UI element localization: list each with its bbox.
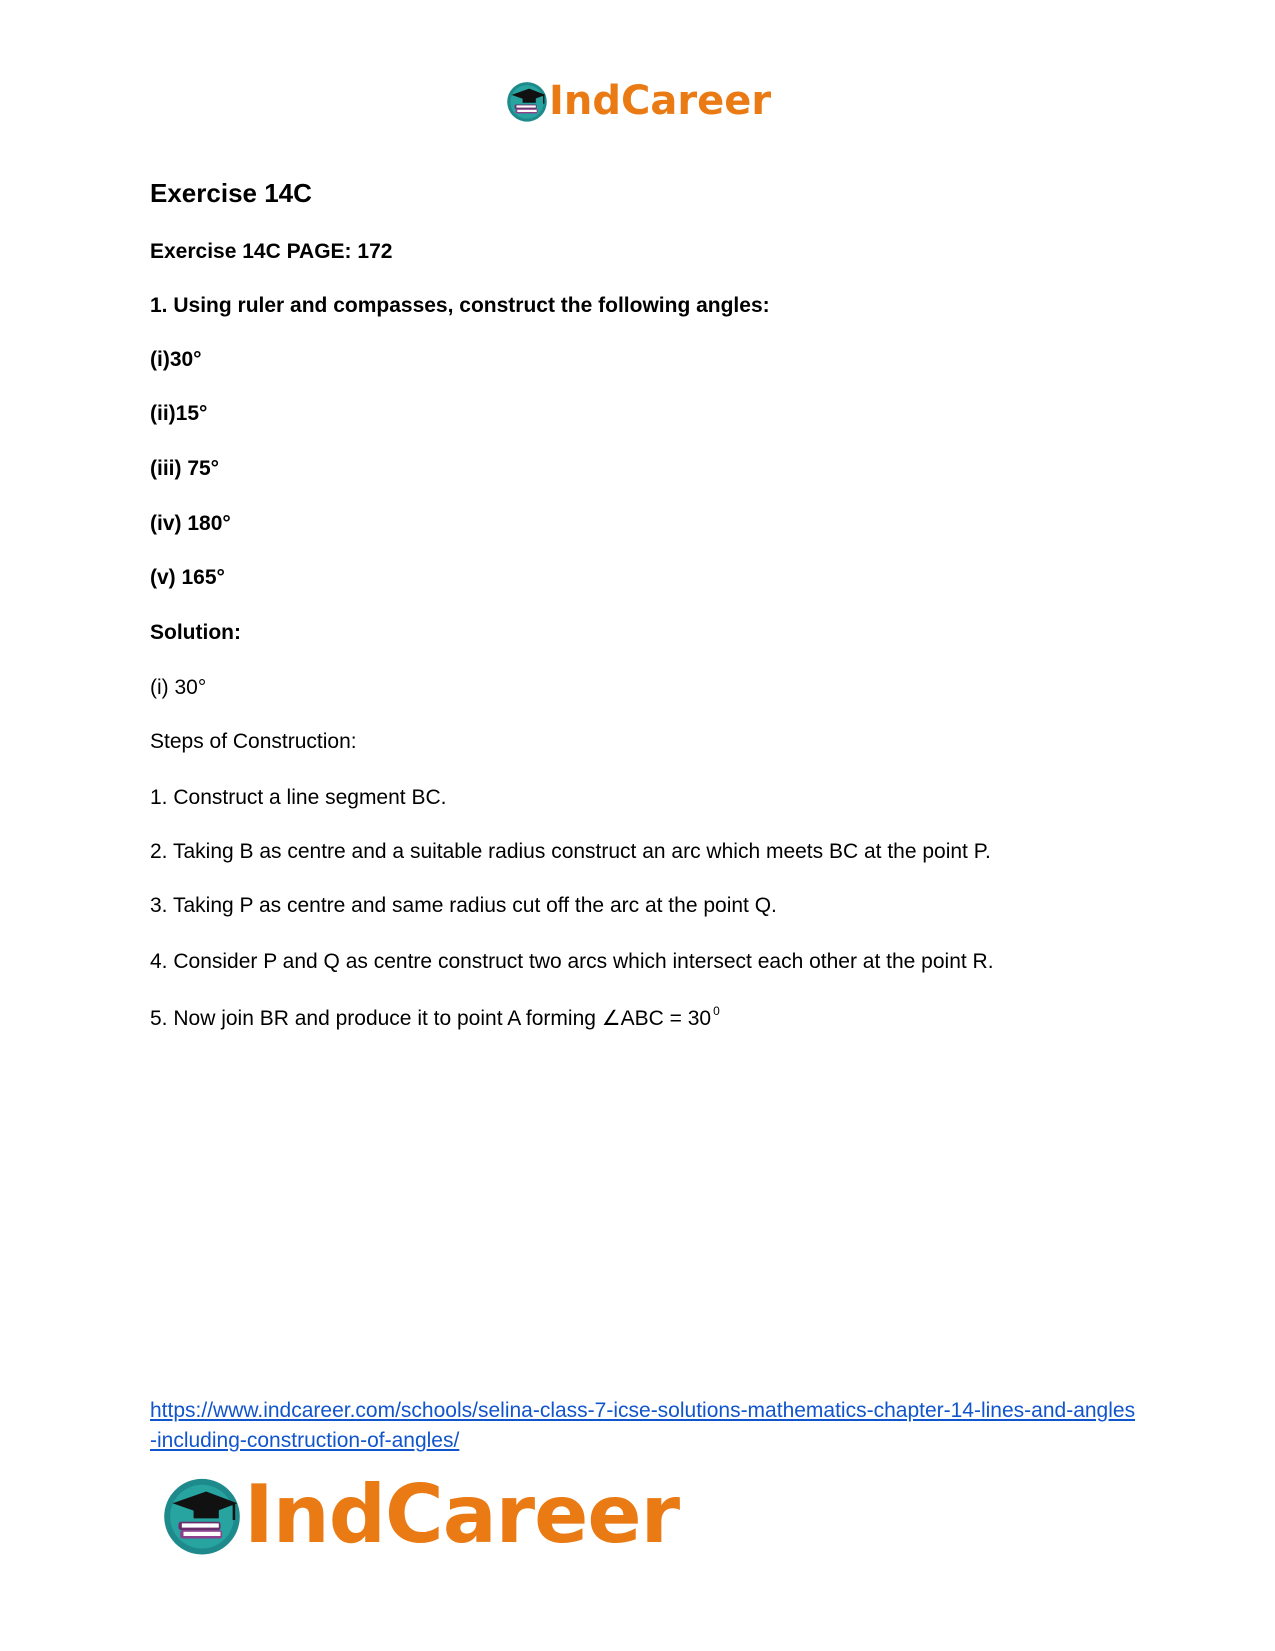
footer-logo [160, 1468, 679, 1561]
option-item: (iii) 75° [150, 457, 220, 480]
logo-wordmark: IndCareer [244, 1468, 680, 1561]
solution-label: Solution: [150, 621, 241, 644]
degree-superscript: 0 [713, 1004, 720, 1018]
option-item: (i)30° [150, 348, 202, 371]
option-item: (iv) 180° [150, 512, 231, 535]
source-link[interactable]: https://www.indcareer.com/schools/selina-class-7-icse-solutions-mathematics-chapter-14-lines-and-angles-including-construction-of-angles/ [150, 1399, 1136, 1452]
option-item: (v) 165° [150, 566, 225, 589]
step-item: 4. Consider P and Q as centre construct two arcs which intersect each other at the point R. [150, 950, 994, 973]
option-item: (ii)15° [150, 402, 208, 425]
page-title: Exercise 14C [150, 178, 312, 208]
step-item: 1. Construct a line segment BC. [150, 786, 447, 809]
header-logo [505, 78, 771, 124]
graduation-cap-books-icon [505, 79, 549, 123]
step-item: 3. Taking P as centre and same radius cut off the arc at the point Q. [150, 894, 777, 917]
steps-heading: Steps of Construction: [150, 730, 357, 753]
logo-wordmark: IndCareer [549, 78, 772, 124]
graduation-cap-books-icon [160, 1473, 244, 1557]
step-item-5 [150, 1004, 720, 1031]
question-text: 1. Using ruler and compasses, construct the following angles: [150, 294, 770, 317]
solution-part: (i) 30° [150, 676, 207, 699]
exercise-page-heading: Exercise 14C PAGE: 172 [150, 240, 393, 263]
step-item: 2. Taking B as centre and a suitable radius construct an arc which meets BC at the point P. [150, 840, 991, 863]
step-text: 5. Now join BR and produce it to point A forming ∠ABC = 30 [150, 1007, 712, 1030]
